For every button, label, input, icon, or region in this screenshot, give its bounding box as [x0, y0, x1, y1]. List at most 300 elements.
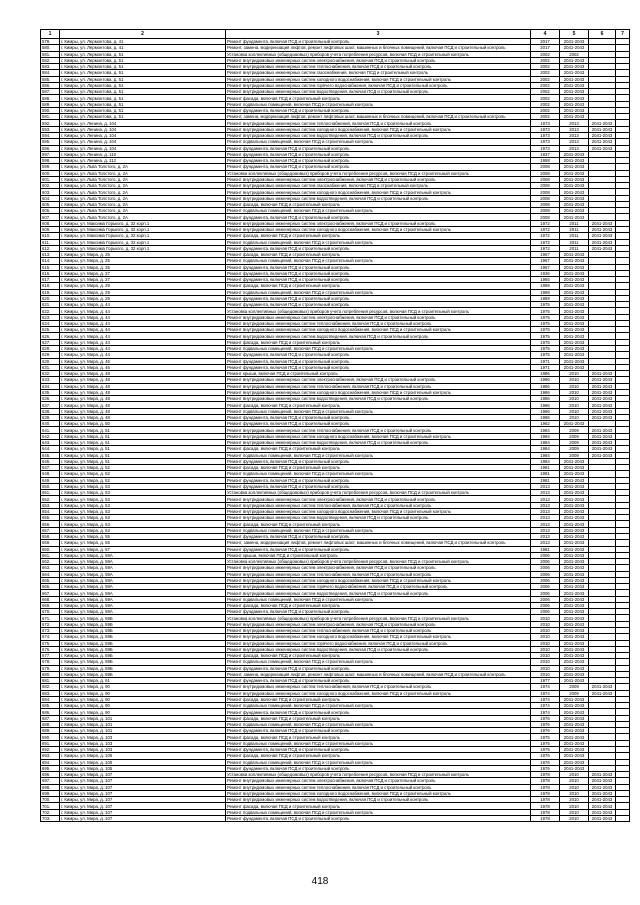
row-work-type: Ремонт внутридомовых инженерных систем газоснабжения, включая ПСД и строительный контроль [226, 183, 531, 189]
row-address: г. Кимры, ул. Мира, д. 57 [60, 546, 226, 552]
row-work-type: Ремонт внутридомовых инженерных систем холодного водоснабжения, включая ПСД и строительный контроль [226, 76, 531, 82]
row-year-built: 1978 [531, 815, 560, 821]
row-year-last-repair: 2041-2043 [560, 759, 589, 765]
row-year-built: 1981 [531, 546, 560, 552]
row-planned-period: 2041-2043 [589, 402, 616, 408]
row-work-type: Ремонт внутридомовых инженерных систем электроснабжения, включая ПСД и строительный контроль [226, 314, 531, 320]
row-number: 612. [41, 245, 60, 251]
row-work-type: Ремонт внутридомовых инженерных систем холодного водоснабжения, включая ПСД и строительный контроль [226, 577, 531, 583]
row-address: г. Кимры, ул. Мира, д. 90 [60, 690, 226, 696]
row-number: 664. [41, 571, 60, 577]
row-address: г. Кимры, ул. Ленина, д. 104 [60, 120, 226, 126]
row-year-built: 2017 [531, 45, 560, 51]
row-number: 608. [41, 220, 60, 226]
row-work-type: Ремонт фундамента, включая ПСД и строительный контроль [226, 264, 531, 270]
row-work-type: Ремонт фасада, включая ПСД и строительный контроль [226, 252, 531, 258]
row-number: 659. [41, 540, 60, 546]
row-year-built: 1981 [531, 477, 560, 483]
row-year-built: 2010 [531, 627, 560, 633]
row-year-built: 2013 [531, 483, 560, 489]
row-year-last-repair: 2041-2043 [560, 596, 589, 602]
row-year-last-repair: 2041-2043 [560, 590, 589, 596]
row-year-last-repair: 2041-2043 [560, 709, 589, 715]
row-year-last-repair: 2041-2043 [560, 671, 589, 677]
row-year-last-repair: 2041-2043 [560, 289, 589, 295]
row-year-last-repair: 2041-2043 [560, 189, 589, 195]
row-address: г. Кимры, ул. Мира, д. 53 [60, 496, 226, 502]
row-year-last-repair: 2041-2043 [560, 502, 589, 508]
row-number: 655. [41, 515, 60, 521]
row-planned-period: 2041-2043 [589, 772, 616, 778]
row-number: 673. [41, 627, 60, 633]
row-work-type: Ремонт фундамента, включая ПСД и строительный контроль [226, 364, 531, 370]
row-year-last-repair: 2041-2043 [560, 270, 589, 276]
row-year-last-repair: 2041-2043 [560, 577, 589, 583]
row-year-built: 1972 [531, 226, 560, 232]
row-year-built: 1974 [531, 684, 560, 690]
row-address: г. Кимры, ул. Мира, д. 107 [60, 790, 226, 796]
row-year-last-repair: 2041-2043 [560, 39, 589, 45]
row-address: г. Кимры, ул. Лермонтова, д. 51 [60, 114, 226, 120]
row-address: г. Кимры, ул. Мира, д. 25 [60, 258, 226, 264]
row-work-type: Ремонт внутридомовых инженерных систем водоотведения, включая ПСД и строительный контроль [226, 797, 531, 803]
row-planned-period: 2041-2043 [589, 233, 616, 239]
row-work-type: Установка коллективных (общедомовых) приборов учета потребления ресурсов, включая ПСД и строительный контроль [226, 170, 531, 176]
row-year-last-repair: 2011 [560, 233, 589, 239]
row-address: г. Кимры, ул. Мира, д. 59А [60, 571, 226, 577]
row-work-type: Ремонт подвальных помещений, включая ПСД и строительный контроль [226, 208, 531, 214]
row-work-type: Ремонт подвальных помещений, включая ПСД и строительный контроль [226, 258, 531, 264]
row-address: г. Кимры, ул. Мира, д. 53 [60, 502, 226, 508]
row-planned-period: 2041-2043 [589, 427, 616, 433]
row-number: 602. [41, 183, 60, 189]
row-year-built: 2010 [531, 640, 560, 646]
row-number: 691. [41, 740, 60, 746]
row-number: 613. [41, 252, 60, 258]
row-number: 696. [41, 772, 60, 778]
row-year-last-repair: 2011 [560, 220, 589, 226]
row-year-built: 2002 [531, 64, 560, 70]
row-work-type: Установка коллективных (общедомовых) приборов учета потребления ресурсов, включая ПСД и строительный контроль [226, 490, 531, 496]
row-work-type: Ремонт фундамента, включая ПСД и строительный контроль [226, 107, 531, 113]
row-year-built: 1975 [531, 734, 560, 740]
row-work-type: Ремонт внутридомовых инженерных систем холодного водоснабжения, включая ПСД и строительный контроль [226, 508, 531, 514]
row-year-built: 1981 [531, 465, 560, 471]
row-work-type: Ремонт внутридомовых инженерных систем холодного водоснабжения, включая ПСД и строительный контроль [226, 226, 531, 232]
row-address: г. Кимры, ул. Мира, д. 107 [60, 784, 226, 790]
row-address: г. Кимры, ул. Мира, д. 103 [60, 734, 226, 740]
row-number: 615. [41, 264, 60, 270]
row-year-built: 1975 [531, 740, 560, 746]
row-year-built: 2010 [531, 659, 560, 665]
row-number: 671. [41, 615, 60, 621]
row-work-type: Ремонт подвальных помещений, включая ПСД и строительный контроль [226, 101, 531, 107]
row-address: г. Кимры, ул. Ленина, д. 104 [60, 132, 226, 138]
row-year-last-repair: 2010 [560, 790, 589, 796]
row-year-last-repair: 2041-2043 [560, 421, 589, 427]
row-number: 648. [41, 471, 60, 477]
row-year-last-repair: 2041-2043 [560, 208, 589, 214]
row-work-type: Ремонт внутридомовых инженерных систем электроснабжения, включая ПСД и строительный контроль [226, 565, 531, 571]
row-work-type: Ремонт фасада, включая ПСД и строительный контроль [226, 734, 531, 740]
row-work-type: Ремонт внутридомовых инженерных систем холодного водоснабжения, включая ПСД и строительный контроль [226, 126, 531, 132]
row-address: г. Кимры, ул. Мира, д. 59А [60, 602, 226, 608]
row-year-last-repair: 2041-2043 [560, 490, 589, 496]
row-address: г. Кимры, ул. Максима Горького, д. 32 корп.1 [60, 239, 226, 245]
row-number: 698. [41, 784, 60, 790]
row-work-type: Ремонт фундамента, включая ПСД и строительный контроль [226, 164, 531, 170]
row-number: 645. [41, 452, 60, 458]
row-year-last-repair: 2041-2043 [560, 640, 589, 646]
row-work-type: Ремонт внутридомовых инженерных систем электроснабжения, включая ПСД и строительный контроль [226, 57, 531, 63]
row-year-last-repair: 2013 [560, 132, 589, 138]
row-number: 681. [41, 678, 60, 684]
row-address: г. Кимры, ул. Мира, д. 44 [60, 352, 226, 358]
row-work-type: Ремонт подвальных помещений, включая ПСД и строительный контроль [226, 408, 531, 414]
row-number: 647. [41, 465, 60, 471]
row-number: 679. [41, 665, 60, 671]
row-address: г. Кимры, ул. Льва Толстого, д. 2А [60, 214, 226, 220]
row-year-built: 1984 [531, 452, 560, 458]
row-work-type: Ремонт фундамента, включая ПСД и строительный контроль [226, 358, 531, 364]
row-address: г. Кимры, ул. Мира, д. 29 [60, 295, 226, 301]
row-year-last-repair: 2041-2043 [560, 653, 589, 659]
row-work-type: Ремонт, замена, модернизация лифтов, ремонт лифтовых шахт, машинных и блочных помещений, включая ПСД и строительный контроль [226, 45, 531, 51]
row-address: г. Кимры, ул. Мира, д. 103 [60, 740, 226, 746]
row-year-last-repair: 2010 [560, 371, 589, 377]
row-number: 652. [41, 496, 60, 502]
row-address: г. Кимры, ул. Мира, д. 50 [60, 421, 226, 427]
row-number: 690. [41, 734, 60, 740]
row-address: г. Кимры, ул. Мира, д. 44 [60, 333, 226, 339]
row-year-built: 2006 [531, 577, 560, 583]
row-address: г. Кимры, ул. Мира, д. 107 [60, 815, 226, 821]
row-year-last-repair: 2041-2043 [560, 734, 589, 740]
row-year-last-repair: 2041-2043 [560, 164, 589, 170]
row-number: 582. [41, 57, 60, 63]
row-work-type: Ремонт внутридомовых инженерных систем горячего водоснабжения, включая ПСД и строительный контроль [226, 82, 531, 88]
row-work-type: Ремонт фундамента, включая ПСД и строительный контроль [226, 421, 531, 427]
row-year-last-repair: 2041-2043 [560, 151, 589, 157]
row-address: г. Кимры, ул. Мира, д. 48 [60, 408, 226, 414]
row-year-built: 1975 [531, 314, 560, 320]
row-number: 590. [41, 107, 60, 113]
row-year-built: 2002 [531, 101, 560, 107]
row-year-last-repair: 2009 [560, 427, 589, 433]
row-year-last-repair: 2041-2043 [560, 82, 589, 88]
row-year-last-repair: 2041-2043 [560, 753, 589, 759]
row-year-last-repair: 2041-2043 [560, 646, 589, 652]
row-work-type: Ремонт внутридомовых инженерных систем электроснабжения, включая ПСД и строительный контроль [226, 176, 531, 182]
row-work-type: Ремонт внутридомовых инженерных систем теплоснабжения, включая ПСД и строительный контроль [226, 120, 531, 126]
row-address: г. Кимры, ул. Лермонтова, д. 51 [60, 70, 226, 76]
row-number: 661. [41, 552, 60, 558]
row-year-last-repair: 2009 [560, 452, 589, 458]
row-planned-period: 2041-2043 [589, 396, 616, 402]
row-number: 684. [41, 696, 60, 702]
row-address: г. Кимры, ул. Мира, д. 59Б [60, 627, 226, 633]
row-number: 654. [41, 508, 60, 514]
row-year-built: 2006 [531, 565, 560, 571]
row-address: г. Кимры, ул. Мира, д. 48 [60, 377, 226, 383]
row-number: 662. [41, 559, 60, 565]
row-work-type: Ремонт, замена, модернизация лифтов, ремонт лифтовых шахт, машинных и блочных помещений, включая ПСД и строительный контроль [226, 114, 531, 120]
row-year-built: 1973 [531, 126, 560, 132]
row-address: г. Кимры, ул. Ленина, д. 112 [60, 158, 226, 164]
row-work-type: Ремонт внутридомовых инженерных систем теплоснабжения, включая ПСД и строительный контроль [226, 784, 531, 790]
row-year-last-repair: 2041-2043 [560, 352, 589, 358]
row-year-built: 1975 [531, 333, 560, 339]
row-address: г. Кимры, ул. Мира, д. 52 [60, 477, 226, 483]
row-work-type: Ремонт фундамента, включая ПСД и строительный контроль [226, 295, 531, 301]
row-number: 585. [41, 76, 60, 82]
row-work-type: Ремонт внутридомовых инженерных систем электроснабжения, включая ПСД и строительный контроль [226, 778, 531, 784]
table-row [41, 233, 630, 239]
row-work-type: Ремонт фасада, включая ПСД и строительный контроль [226, 803, 531, 809]
row-year-built: 2002 [531, 114, 560, 120]
row-number: 594. [41, 132, 60, 138]
row-year-built: 2006 [531, 559, 560, 565]
row-address: г. Кимры, ул. Мира, д. 90 [60, 709, 226, 715]
row-number: 625. [41, 327, 60, 333]
row-year-last-repair: 2041-2043 [560, 333, 589, 339]
row-year-built: 2002 [531, 51, 560, 57]
row-work-type: Ремонт внутридомовых инженерных систем холодного водоснабжения, включая ПСД и строительный контроль [226, 327, 531, 333]
row-year-built: 2013 [531, 540, 560, 546]
row-work-type: Ремонт подвальных помещений, включая ПСД и строительный контроль [226, 759, 531, 765]
row-year-built: 1972 [531, 245, 560, 251]
row-year-last-repair: 2041-2043 [560, 295, 589, 301]
row-year-built: 2002 [531, 82, 560, 88]
repair-schedule-table [40, 29, 630, 822]
row-year-last-repair: 2041-2043 [560, 195, 589, 201]
row-address: г. Кимры, ул. Лермонтова, д. 51 [60, 82, 226, 88]
row-year-built: 1984 [531, 458, 560, 464]
row-year-built: 1978 [531, 803, 560, 809]
row-work-type: Ремонт фундамента, включая ПСД и строительный контроль [226, 458, 531, 464]
row-year-built: 2002 [531, 107, 560, 113]
row-year-last-repair: 2010 [560, 815, 589, 821]
row-year-built: 1967 [531, 264, 560, 270]
row-year-built: 1975 [531, 302, 560, 308]
row-address: г. Кимры, ул. Мира, д. 59А [60, 559, 226, 565]
row-work-type: Ремонт внутридомовых инженерных систем водоотведения, включая ПСД и строительный контроль [226, 590, 531, 596]
row-year-last-repair: 2011 [560, 245, 589, 251]
row-address: г. Кимры, ул. Лермонтова, д. 41 [60, 39, 226, 45]
row-number: 623. [41, 314, 60, 320]
row-year-last-repair: 2009 [560, 440, 589, 446]
row-work-type: Ремонт фундамента, включая ПСД и строительный контроль [226, 39, 531, 45]
row-year-last-repair: 2013 [560, 145, 589, 151]
row-number: 620. [41, 295, 60, 301]
row-year-built: 2006 [531, 590, 560, 596]
row-year-last-repair: 2013 [560, 126, 589, 132]
row-planned-period: 2041-2043 [589, 408, 616, 414]
header-col-4: 4 [531, 30, 560, 39]
table-row [41, 239, 630, 245]
row-work-type: Ремонт подвальных помещений, включая ПСД и строительный контроль [226, 596, 531, 602]
row-work-type: Ремонт подвальных помещений, включая ПСД и строительный контроль [226, 659, 531, 665]
row-work-type: Ремонт подвальных помещений, включая ПСД и строительный контроль [226, 527, 531, 533]
row-number: 683. [41, 690, 60, 696]
row-number: 692. [41, 747, 60, 753]
row-year-built: 1986 [531, 389, 560, 395]
row-year-last-repair: 2041-2043 [560, 765, 589, 771]
table-row [41, 220, 630, 226]
row-year-last-repair: 2041-2043 [560, 703, 589, 709]
row-year-built: 1986 [531, 414, 560, 420]
row-address: г. Кимры, ул. Мира, д. 103 [60, 747, 226, 753]
row-address: г. Кимры, ул. Мира, д. 52 [60, 465, 226, 471]
row-year-built: 2006 [531, 609, 560, 615]
row-number: 700. [41, 797, 60, 803]
row-year-built: 1984 [531, 446, 560, 452]
row-number: 699. [41, 790, 60, 796]
row-work-type: Ремонт фундамента, включая ПСД и строительный контроль [226, 158, 531, 164]
row-year-last-repair: 2041-2043 [560, 540, 589, 546]
row-work-type: Ремонт внутридомовых инженерных систем холодного водоснабжения, включая ПСД и строительный контроль [226, 189, 531, 195]
row-number: 677. [41, 653, 60, 659]
row-year-built: 2006 [531, 602, 560, 608]
row-year-last-repair: 2041-2043 [560, 602, 589, 608]
row-year-built: 1978 [531, 809, 560, 815]
row-work-type: Ремонт фундамента, включая ПСД и строительный контроль [226, 277, 531, 283]
row-work-type: Установка коллективных (общедомовых) приборов учета потребления ресурсов, включая ПСД и строительный контроль [226, 51, 531, 57]
row-year-last-repair: 2009 [560, 684, 589, 690]
row-planned-period: 2041-2043 [589, 377, 616, 383]
row-address: г. Кимры, ул. Мира, д. 101 [60, 721, 226, 727]
row-work-type: Ремонт подвальных помещений, включая ПСД и строительный контроль [226, 471, 531, 477]
row-work-type: Ремонт фундамента, включая ПСД и строительный контроль [226, 678, 531, 684]
row-address: г. Кимры, ул. Мира, д. 25 [60, 264, 226, 270]
row-address: г. Кимры, ул. Ленина, д. 104 [60, 139, 226, 145]
row-number: 610. [41, 233, 60, 239]
row-work-type: Ремонт фундамента, включая ПСД и строительный контроль [226, 483, 531, 489]
row-year-built: 2006 [531, 552, 560, 558]
row-number: 586. [41, 82, 60, 88]
row-planned-period: 2041-2043 [589, 690, 616, 696]
row-work-type: Ремонт, замена, модернизация лифтов, ремонт лифтовых шахт, машинных и блочных помещений, включая ПСД и строительный контроль [226, 671, 531, 677]
row-work-type: Ремонт фундамента, включая ПСД и строительный контроль [226, 352, 531, 358]
row-year-built: 1989 [531, 295, 560, 301]
row-work-type: Ремонт внутридомовых инженерных систем электроснабжения, включая ПСД и строительный контроль [226, 220, 531, 226]
row-number: 667. [41, 590, 60, 596]
row-number: 653. [41, 502, 60, 508]
row-work-type: Ремонт внутридомовых инженерных систем теплоснабжения, включая ПСД и строительный контроль [226, 320, 531, 326]
row-number: 657. [41, 527, 60, 533]
row-year-built: 2008 [531, 189, 560, 195]
row-year-last-repair: 2010 [560, 784, 589, 790]
row-year-last-repair: 2041-2043 [560, 559, 589, 565]
row-address: г. Кимры, ул. Мира, д. 44 [60, 346, 226, 352]
row-address: г. Кимры, ул. Мира, д. 61 [60, 678, 226, 684]
row-work-type: Ремонт фасада, включая ПСД и строительный контроль [226, 653, 531, 659]
row-number: 666. [41, 584, 60, 590]
row-number: 606. [41, 208, 60, 214]
row-number: 617. [41, 277, 60, 283]
row-year-built: 1973 [531, 139, 560, 145]
row-address: г. Кимры, ул. Мира, д. 59Б [60, 659, 226, 665]
row-year-built: 1973 [531, 132, 560, 138]
row-address: г. Кимры, ул. Мира, д. 44 [60, 339, 226, 345]
row-address: г. Кимры, ул. Мира, д. 59Б [60, 615, 226, 621]
row-year-last-repair: 2041-2043 [560, 615, 589, 621]
row-work-type: Установка коллективных (общедомовых) приборов учета потребления ресурсов, включая ПСД и строительный контроль [226, 615, 531, 621]
row-address: г. Кимры, ул. Ленина, д. 104 [60, 126, 226, 132]
row-year-last-repair: 2041-2043 [560, 565, 589, 571]
row-address: г. Кимры, ул. Мира, д. 52 [60, 471, 226, 477]
row-work-type: Ремонт фундамента, включая ПСД и строительный контроль [226, 270, 531, 276]
row-year-built: 2002 [531, 70, 560, 76]
row-number: 622. [41, 308, 60, 314]
row-address: г. Кимры, ул. Мира, д. 59Б [60, 665, 226, 671]
row-year-last-repair: 2041-2043 [560, 571, 589, 577]
row-year-last-repair: 2041-2043 [560, 364, 589, 370]
row-planned-period: 2041-2043 [589, 433, 616, 439]
row-address: г. Кимры, ул. Ленина, д. 110 [60, 151, 226, 157]
row-work-type: Ремонт фасада, включая ПСД и строительный контроль [226, 696, 531, 702]
row-work-type: Ремонт подвальных помещений, включая ПСД и строительный контроль [226, 139, 531, 145]
row-year-built: 2010 [531, 621, 560, 627]
row-work-type: Ремонт крыши, включая ПСД и строительный контроль [226, 371, 531, 377]
row-number: 599. [41, 164, 60, 170]
row-number: 638. [41, 408, 60, 414]
row-address: г. Кимры, ул. Мира, д. 90 [60, 696, 226, 702]
row-year-last-repair: 2041-2043 [560, 183, 589, 189]
row-year-last-repair: 2041-2043 [560, 308, 589, 314]
row-year-last-repair: 2041-2043 [560, 665, 589, 671]
row-year-last-repair: 2041-2043 [560, 258, 589, 264]
row-address: г. Кимры, ул. Мира, д. 107 [60, 809, 226, 815]
row-year-built: 1976 [531, 753, 560, 759]
row-year-last-repair: 2010 [560, 797, 589, 803]
row-address: г. Кимры, ул. Льва Толстого, д. 2А [60, 189, 226, 195]
row-year-last-repair: 2041-2043 [560, 57, 589, 63]
row-year-last-repair: 2009 [560, 446, 589, 452]
row-year-last-repair: 2010 [560, 402, 589, 408]
row-year-last-repair: 2041-2043 [560, 327, 589, 333]
row-year-built: 2013 [531, 527, 560, 533]
row-work-type: Ремонт внутридомовых инженерных систем холодного водоснабжения, включая ПСД и строительный контроль [226, 690, 531, 696]
row-year-built: 1978 [531, 772, 560, 778]
row-work-type: Ремонт внутридомовых инженерных систем электроснабжения, включая ПСД и строительный контроль [226, 377, 531, 383]
row-year-built: 1971 [531, 364, 560, 370]
row-year-built: 2008 [531, 176, 560, 182]
row-number: 642. [41, 433, 60, 439]
row-year-last-repair: 2013 [560, 120, 589, 126]
row-planned-period: 2041-2043 [589, 132, 616, 138]
row-year-built: 2010 [531, 671, 560, 677]
row-work-type: Ремонт подвальных помещений, включая ПСД и строительный контроль [226, 239, 531, 245]
row-address: г. Кимры, ул. Мира, д. 59А [60, 609, 226, 615]
row-year-last-repair: 2041-2043 [560, 465, 589, 471]
row-work-type: Ремонт подвальных помещений, включая ПСД и строительный контроль [226, 740, 531, 746]
row-year-built: 2002 [531, 95, 560, 101]
row-planned-period: 2041-2043 [589, 797, 616, 803]
row-address: г. Кимры, ул. Лермонтова, д. 51 [60, 107, 226, 113]
row-number: 672. [41, 621, 60, 627]
row-address: г. Кимры, ул. Мира, д. 105 [60, 765, 226, 771]
row-work-type: Ремонт внутридомовых инженерных систем теплоснабжения, включая ПСД и строительный контроль [226, 627, 531, 633]
row-year-built: 1978 [531, 797, 560, 803]
row-year-built: 2008 [531, 183, 560, 189]
row-planned-period: 2041-2043 [589, 126, 616, 132]
row-number: 702. [41, 809, 60, 815]
row-number: 593. [41, 126, 60, 132]
row-address: г. Кимры, ул. Мира, д. 59А [60, 596, 226, 602]
row-address: г. Кимры, ул. Льва Толстого, д. 2А [60, 208, 226, 214]
row-work-type: Ремонт подвальных помещений, включая ПСД и строительный контроль [226, 809, 531, 815]
